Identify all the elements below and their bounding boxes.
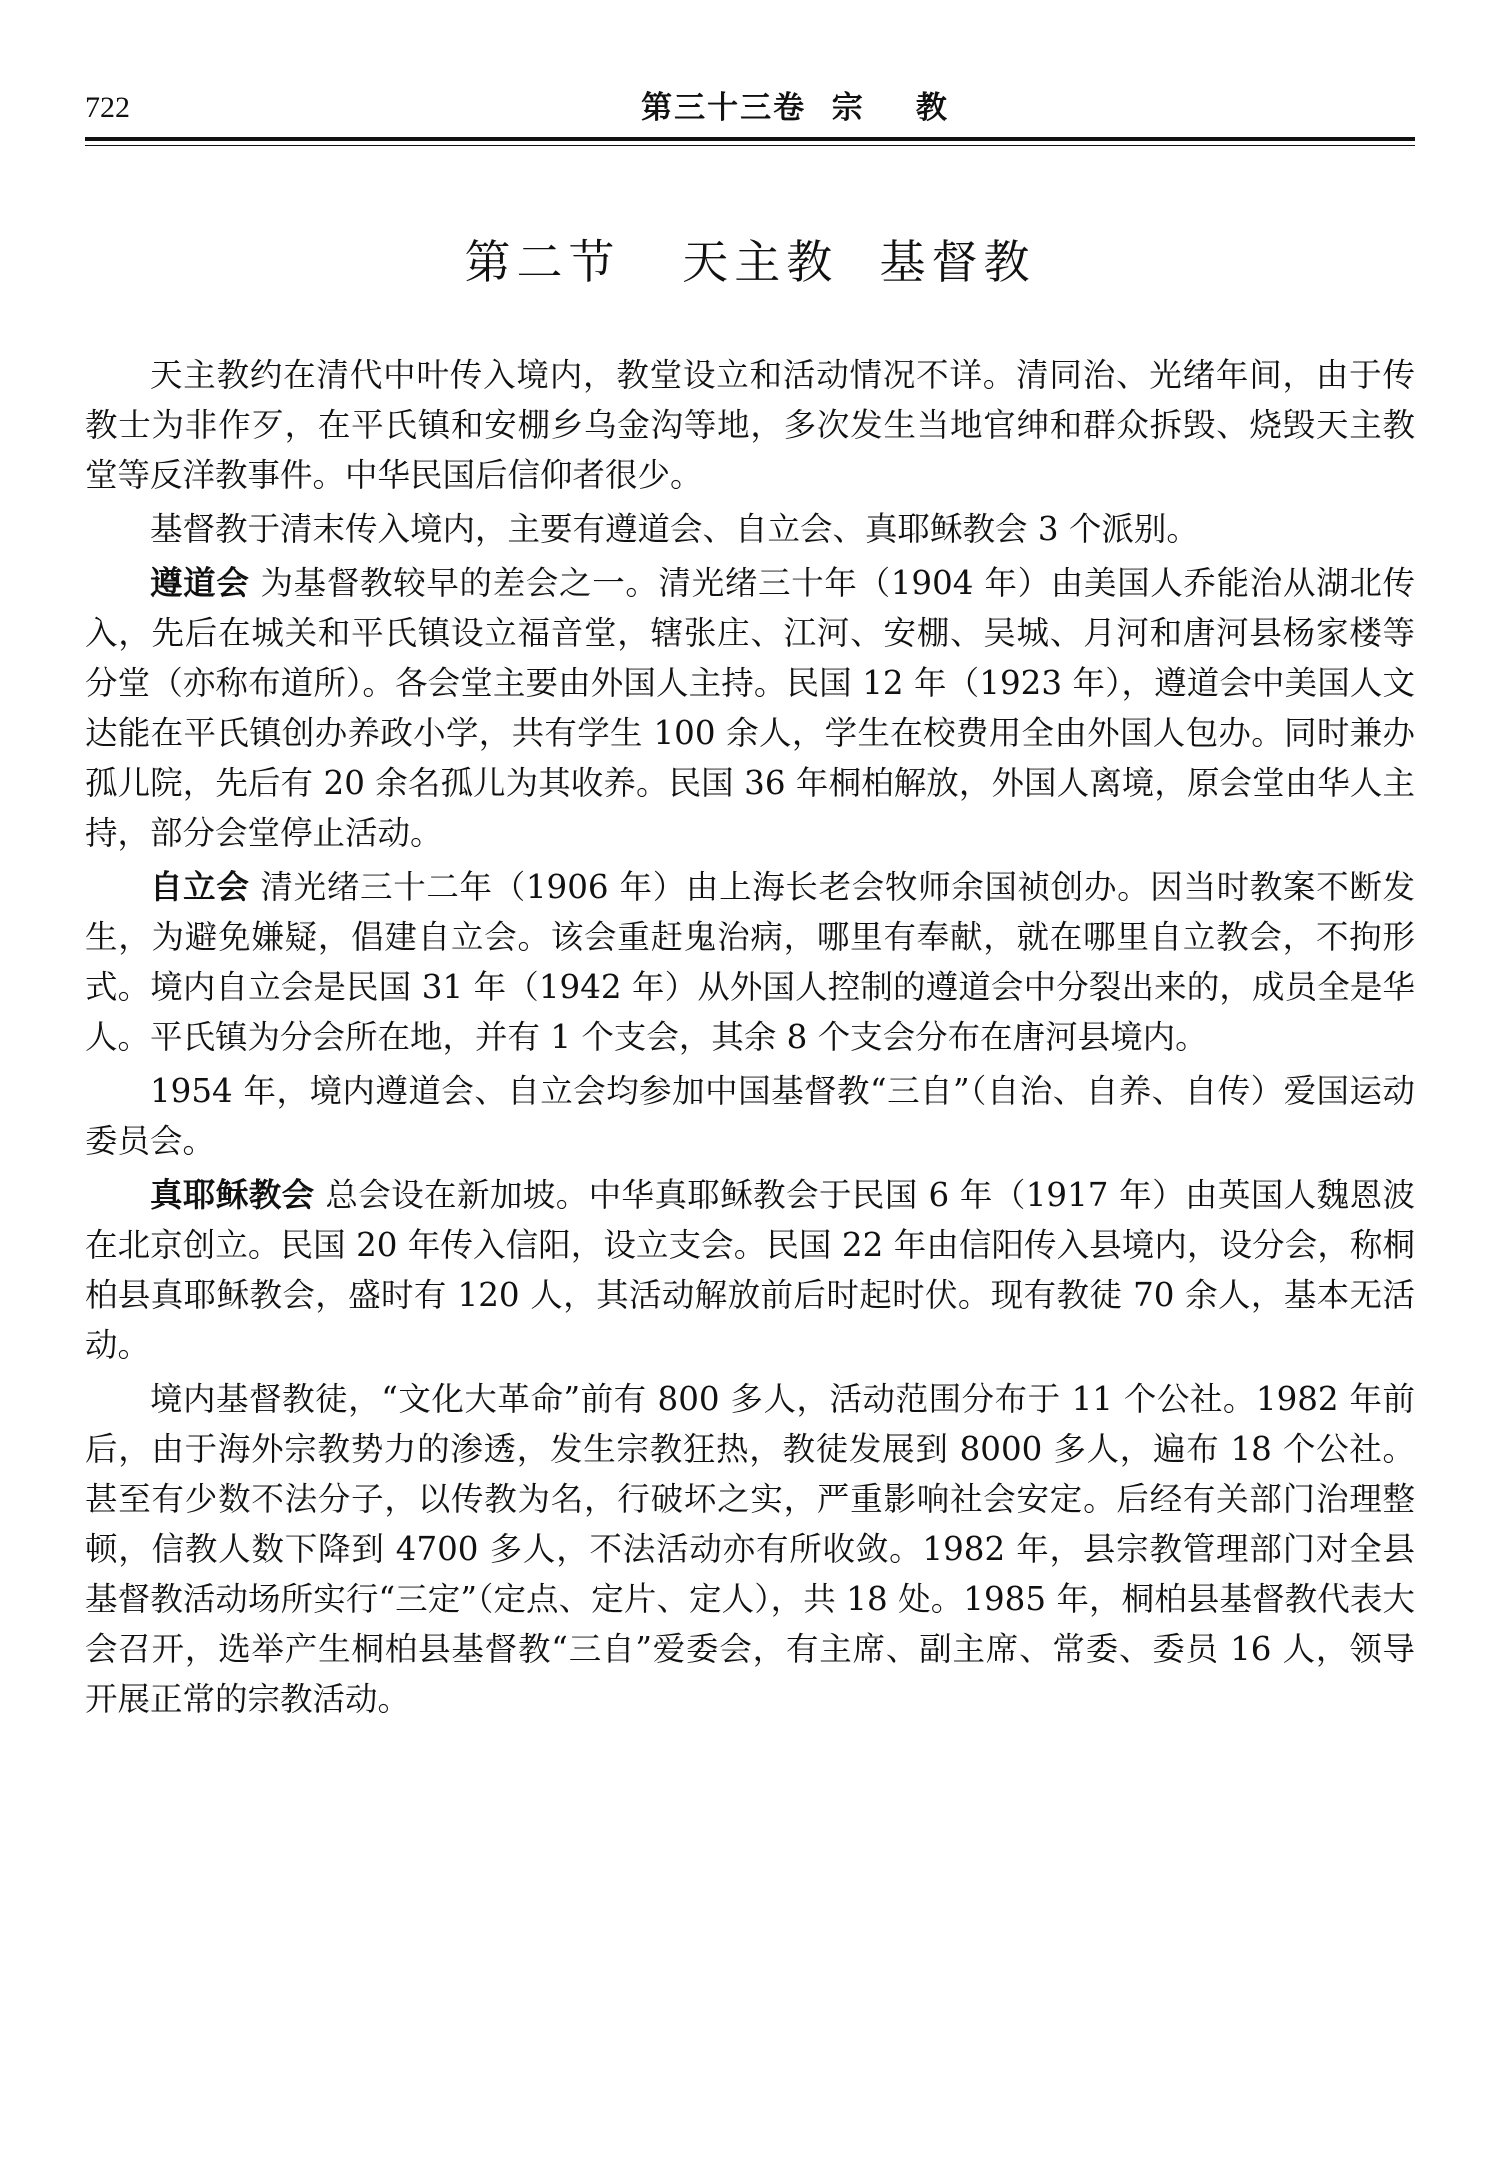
term-heading: 遵道会 <box>150 564 250 602</box>
header-rule-thick <box>85 137 1415 141</box>
paragraph <box>85 1066 1415 1166</box>
paragraph-text: 清光绪三十二年（1906 年）由上海长老会牧师余国祯创办。因当时教案不断发生，为避免嫌疑，倡建自立会。该会重赶鬼治病，哪里有奉献，就在哪里自立教会，不拘形式。境内自立会是民国 31 年（1942 年）从外国人控制的遵道会中分裂出来的，成员全是华人。平氏镇为分会所在地，并有 1 个支会，其余 8 个支会分布在唐河县境内。 <box>85 868 1415 1056</box>
paragraph-text: 1954 年，境内遵道会、自立会均参加中国基督教“三自”（自治、自养、自传）爱国运动委员会。 <box>85 1072 1415 1160</box>
term-heading: 自立会 <box>150 868 250 906</box>
term-heading: 真耶稣教会 <box>150 1176 315 1214</box>
paragraph <box>85 558 1415 858</box>
paragraph <box>85 1170 1415 1370</box>
paragraph <box>85 1374 1415 1724</box>
paragraph <box>85 350 1415 500</box>
running-title: 第三十三卷 宗 教 <box>641 90 949 126</box>
paragraph-text: 总会设在新加坡。中华真耶稣教会于民国 6 年（1917 年）由英国人魏恩波在北京创立。民国 20 年传入信阳，设立支会。民国 22 年由信阳传入县境内，设分会，称桐柏县真耶稣教会，盛时有 120 人，其活动解放前后时起时伏。现有教徒 70 余人，基本无活动。 <box>85 1176 1415 1364</box>
section-title: 第二节 天主教 基督教 <box>464 235 1036 289</box>
running-header <box>85 88 1415 138</box>
paragraph <box>85 504 1415 554</box>
paragraph-text: 境内基督教徒，“文化大革命”前有 800 多人，活动范围分布于 11 个公社。1982 年前后，由于海外宗教势力的渗透，发生宗教狂热，教徒发展到 8000 多人，遍布 18 个公社。甚至有少数不法分子，以传教为名，行破坏之实，严重影响社会安定。后经有关部门治理整顿，信教人数下降到 4700 多人，不法活动亦有所收敛。1982 年，县宗教管理部门对全县基督教活动场所实行“三定”（定点、定片、定人），共 18 处。1985 年，桐柏县基督教代表大会召开，选举产生桐柏县基督教“三自”爱委会，有主席、副主席、常委、委员 16 人，领导开展正常的宗教活动。 <box>85 1380 1415 1718</box>
page-number: 722 <box>85 91 130 124</box>
header-rule-thin <box>85 145 1415 146</box>
paragraph-text: 天主教约在清代中叶传入境内，教堂设立和活动情况不详。清同治、光绪年间，由于传教士为非作歹，在平氏镇和安棚乡乌金沟等地，多次发生当地官绅和群众拆毁、烧毁天主教堂等反洋教事件。中华民国后信仰者很少。 <box>85 356 1415 494</box>
paragraph <box>85 862 1415 1062</box>
paragraph-text: 为基督教较早的差会之一。清光绪三十年（1904 年）由美国人乔能治从湖北传入，先后在城关和平氏镇设立福音堂，辖张庄、江河、安棚、吴城、月河和唐河县杨家楼等分堂（亦称布道所）。各会堂主要由外国人主持。民国 12 年（1923 年），遵道会中美国人文达能在平氏镇创办养政小学，共有学生 100 余人，学生在校费用全由外国人包办。同时兼办孤儿院，先后有 20 余名孤儿为其收养。民国 36 年桐柏解放，外国人离境，原会堂由华人主持，部分会堂停止活动。 <box>85 564 1415 852</box>
paragraph-text: 基督教于清末传入境内，主要有遵道会、自立会、真耶稣教会 3 个派别。 <box>150 510 1199 548</box>
body-text <box>85 350 1415 1728</box>
